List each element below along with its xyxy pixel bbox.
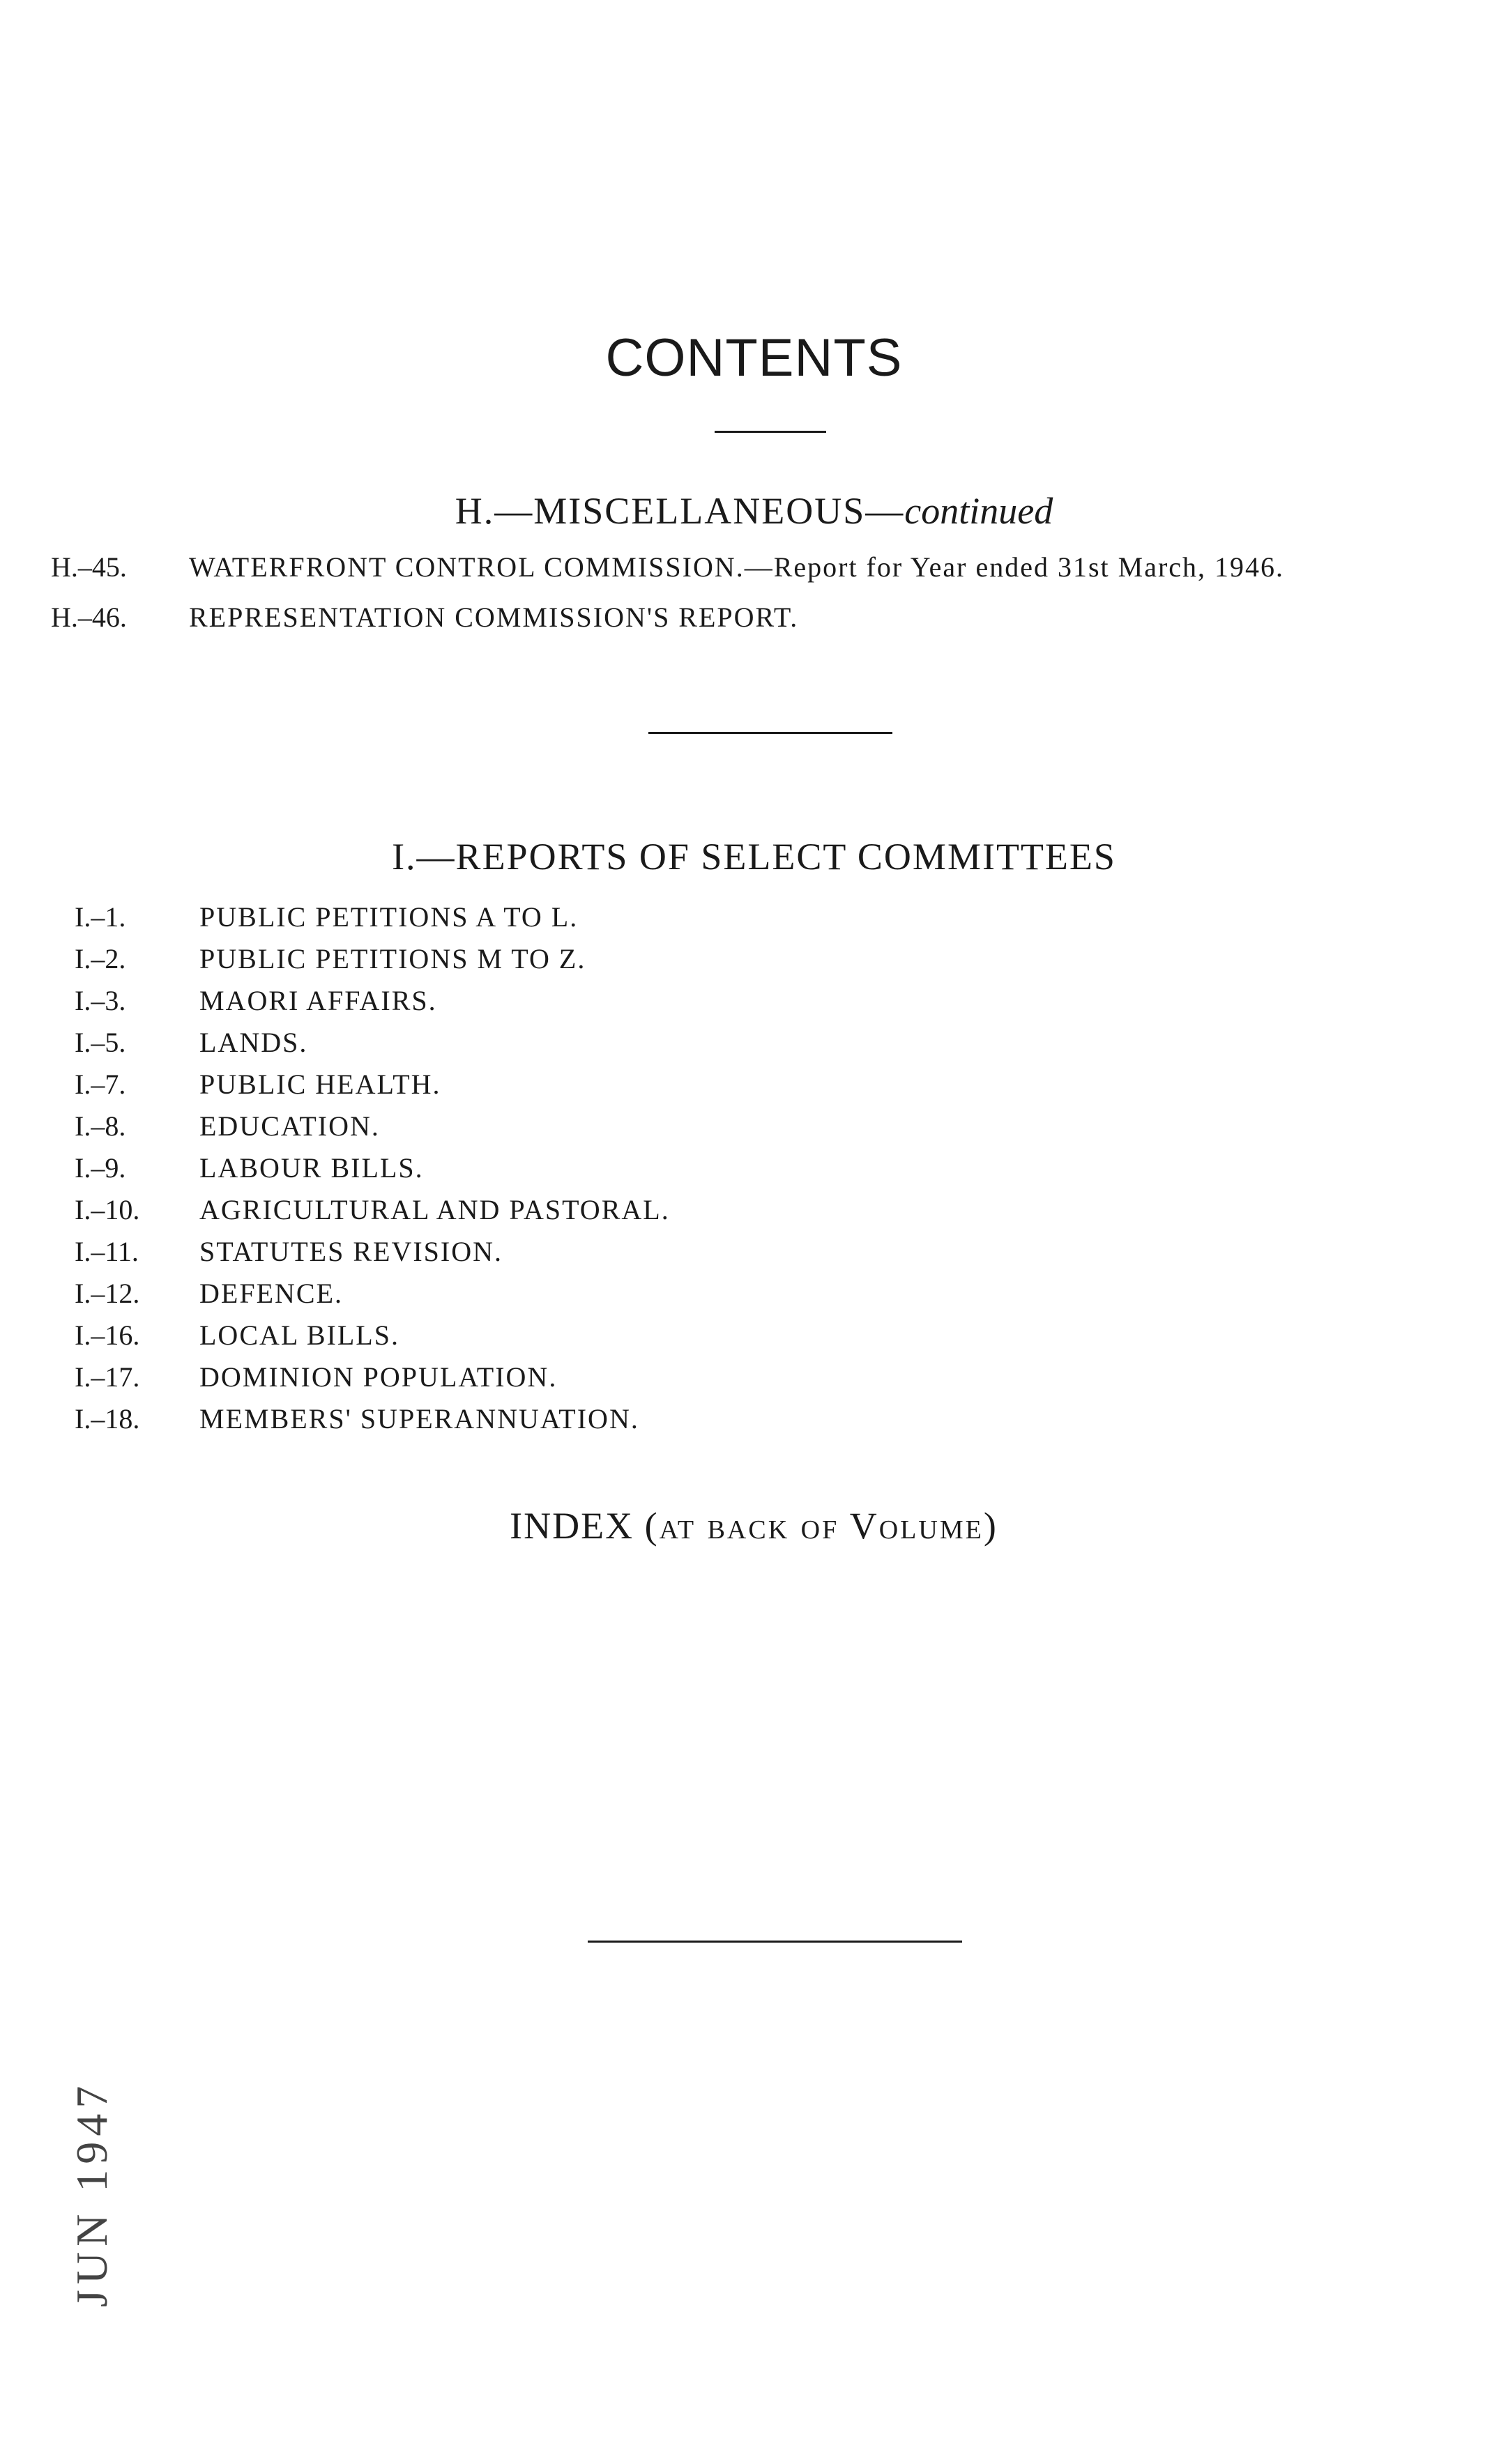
contents-entry bbox=[75, 1319, 1051, 1354]
contents-entry bbox=[75, 1277, 1051, 1312]
contents-entry bbox=[75, 1110, 1051, 1145]
entry-title: PUBLIC PETITIONS M TO Z. bbox=[199, 943, 586, 974]
entry-code: I.–16. bbox=[75, 1319, 140, 1351]
entry-code: I.–5. bbox=[75, 1027, 126, 1058]
entry-code: I.–12. bbox=[75, 1278, 140, 1309]
section-i-heading: I.—REPORTS OF SELECT COMMITTEES bbox=[392, 836, 1116, 878]
entry-code: I.–17. bbox=[75, 1361, 140, 1393]
contents-entry bbox=[75, 1193, 1051, 1228]
entry-title: MAORI AFFAIRS. bbox=[199, 985, 437, 1016]
index-location: (at back of Volume) bbox=[644, 1505, 998, 1547]
contents-entry bbox=[75, 1068, 1051, 1103]
contents-entry bbox=[75, 1402, 1051, 1437]
page-title: CONTENTS bbox=[605, 328, 903, 388]
entry-title: LANDS. bbox=[199, 1027, 308, 1058]
contents-entry bbox=[75, 901, 1051, 935]
entry-code: H.–45. bbox=[51, 551, 127, 583]
entry-title: LABOUR BILLS. bbox=[199, 1152, 424, 1184]
contents-entry bbox=[51, 551, 1477, 586]
contents-entry bbox=[75, 1151, 1051, 1186]
entry-title: DOMINION POPULATION. bbox=[199, 1361, 558, 1393]
entry-code: I.–11. bbox=[75, 1236, 139, 1267]
contents-entry bbox=[51, 601, 1477, 636]
entry-code: I.–9. bbox=[75, 1152, 126, 1184]
entry-code: I.–3. bbox=[75, 985, 126, 1016]
section-h-heading-text: H.—MISCELLANEOUS— bbox=[455, 490, 905, 532]
contents-entry bbox=[75, 984, 1051, 1019]
entry-title: PUBLIC HEALTH. bbox=[199, 1069, 441, 1100]
contents-entry bbox=[75, 1235, 1051, 1270]
section-divider-rule bbox=[648, 732, 892, 734]
entry-title: REPRESENTATION COMMISSION'S REPORT. bbox=[189, 602, 799, 633]
entry-title: PUBLIC PETITIONS A TO L. bbox=[199, 901, 579, 933]
index-word: INDEX bbox=[510, 1505, 634, 1547]
entry-title: MEMBERS' SUPERANNUATION. bbox=[199, 1403, 639, 1434]
entry-code: I.–1. bbox=[75, 901, 126, 933]
entry-title: STATUTES REVISION. bbox=[199, 1236, 503, 1267]
entry-code: I.–10. bbox=[75, 1194, 140, 1225]
entry-code: I.–18. bbox=[75, 1403, 140, 1434]
entry-title: WATERFRONT CONTROL COMMISSION.—Report for Year ended 31st March, 1946. bbox=[189, 551, 1285, 583]
entry-title: AGRICULTURAL AND PASTORAL. bbox=[199, 1194, 670, 1225]
entry-code: H.–46. bbox=[51, 602, 127, 633]
library-date-stamp: JUN 1947 bbox=[67, 2080, 116, 2307]
entry-title: LOCAL BILLS. bbox=[199, 1319, 399, 1351]
contents-entry bbox=[75, 942, 1051, 977]
entry-code: I.–8. bbox=[75, 1110, 126, 1142]
entry-code: I.–2. bbox=[75, 943, 126, 974]
entry-title: DEFENCE. bbox=[199, 1278, 343, 1309]
entry-title: EDUCATION. bbox=[199, 1110, 380, 1142]
section-h-heading bbox=[0, 489, 1508, 533]
index-note bbox=[0, 1504, 1508, 1547]
bottom-rule bbox=[588, 1941, 962, 1943]
contents-entry bbox=[75, 1361, 1051, 1395]
entry-code: I.–7. bbox=[75, 1069, 126, 1100]
contents-entry bbox=[75, 1026, 1051, 1061]
section-h-heading-continued: continued bbox=[904, 490, 1053, 532]
title-rule bbox=[715, 431, 826, 433]
